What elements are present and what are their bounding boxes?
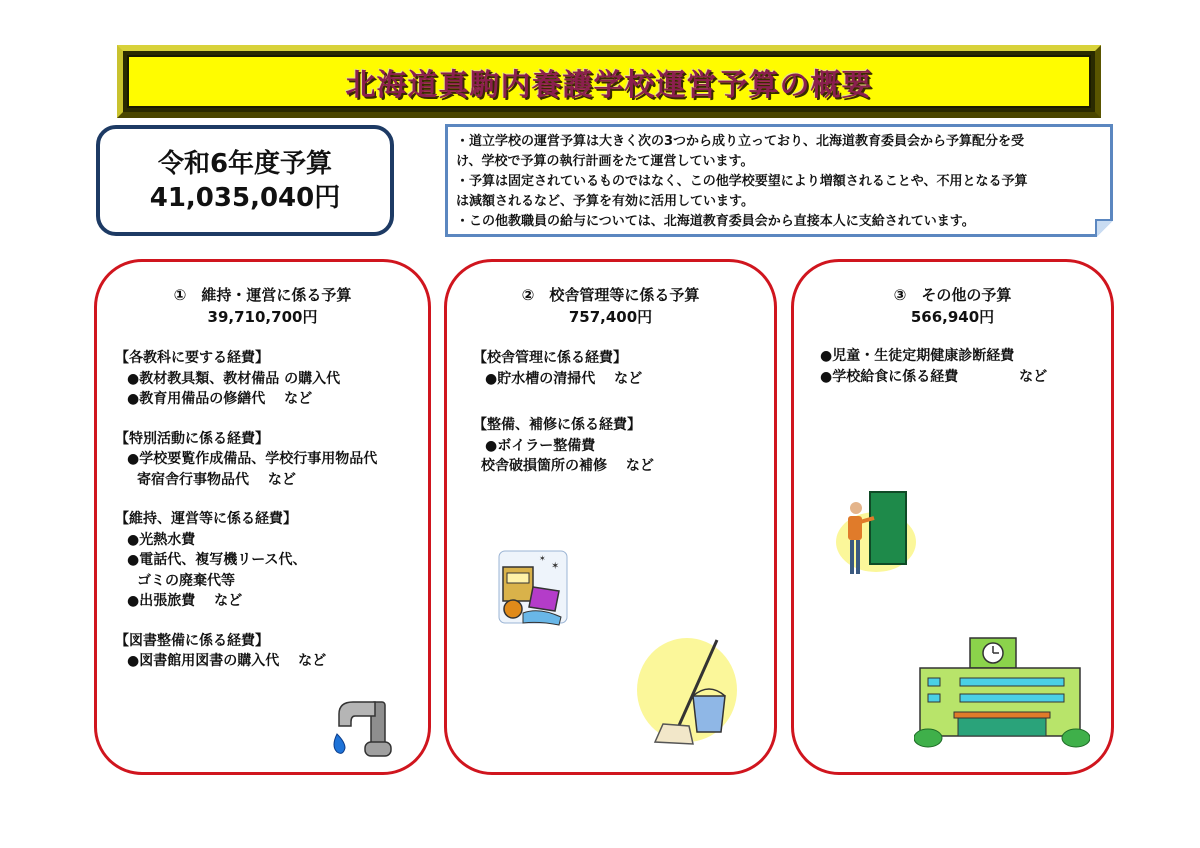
budget-panel-maintenance	[94, 259, 431, 775]
expense-item: ●図書館用図書の購入代 など	[127, 653, 327, 669]
expense-item: ●学校給食に係る経費 など	[820, 368, 1048, 385]
note-line: ・道立学校の運営予算は大きく次の3つから成り立っており、北海道教育委員会から予算配分を受	[456, 134, 1025, 149]
budget-total-box	[96, 125, 394, 236]
expense-item: ●出張旅費 など	[127, 593, 243, 609]
expense-item: ●電話代、複写機リース代、	[127, 552, 307, 568]
cleaning-machine-clipart	[489, 547, 575, 633]
title-banner-inner	[127, 55, 1091, 108]
panel-title: ③ その他の予算	[893, 286, 1012, 304]
expense-item: 校舎破損箇所の補修 など	[481, 458, 654, 474]
panel-title: ② 校舎管理等に係る予算	[521, 286, 700, 304]
panel-title: ① 維持・運営に係る予算	[173, 286, 352, 304]
note-line: ・予算は固定されているものではなく、この他学校要望により増額されることや、不用となる予算	[456, 174, 1028, 189]
expense-item: ●児童・生徒定期健康診断経費	[820, 348, 1015, 364]
expense-item: ●ボイラー整備費	[485, 437, 596, 454]
budget-year-label: 令和6年度予算	[157, 148, 333, 179]
panel-amount: 566,940円	[910, 308, 995, 326]
expense-item: ●貯水槽の清掃代 など	[485, 370, 643, 387]
expense-section	[115, 509, 418, 612]
note-line: ・この他教職員の給与については、北海道教育委員会から直接本人に支給されています。	[456, 214, 975, 229]
panel-amount: 39,710,700円	[207, 308, 318, 326]
expense-section	[115, 348, 418, 410]
expense-item: ●教育用備品の修繕代 など	[127, 391, 313, 407]
svg-text:✶: ✶	[551, 561, 560, 572]
faucet-clipart	[329, 694, 399, 764]
title-banner	[117, 45, 1101, 118]
note-line: は減額されるなど、予算を有効に活用しています。	[456, 194, 754, 209]
expense-item: ●光熱水費	[127, 531, 196, 548]
expense-section	[820, 346, 1101, 387]
expense-section	[473, 415, 764, 477]
budget-panel-other	[791, 259, 1114, 775]
budget-notes	[445, 124, 1113, 237]
budget-total-amount: 41,035,040円	[149, 182, 341, 213]
section-heading: 【維持、運営等に係る経費】	[115, 511, 297, 527]
page-title: 北海道真駒内養護学校運営予算の概要	[345, 67, 873, 103]
section-heading: 【校舎管理に係る経費】	[473, 350, 627, 366]
section-heading: 【図書整備に係る経費】	[115, 632, 269, 649]
folded-corner	[1095, 219, 1113, 237]
section-heading: 【整備、補修に係る経費】	[473, 417, 641, 433]
expense-item: 寄宿舎行事物品代 など	[137, 471, 296, 488]
section-heading: 【特別活動に係る経費】	[115, 430, 269, 447]
expense-section	[115, 631, 418, 672]
mop-bucket-clipart	[633, 634, 737, 750]
school-building-clipart	[914, 634, 1090, 748]
panel-amount: 757,400円	[568, 308, 653, 326]
teacher-blackboard-clipart	[834, 488, 924, 588]
expense-section	[473, 348, 764, 389]
expense-item: ●教材教具類、教材備品 の購入代	[127, 370, 341, 387]
note-line: け、学校で予算の執行計画をたて運営しています。	[456, 154, 754, 169]
expense-section	[115, 429, 418, 491]
budget-panel-building-management	[444, 259, 777, 775]
svg-text:✶: ✶	[539, 554, 546, 563]
expense-item: ゴミの廃棄代等	[137, 572, 235, 589]
expense-item: ●学校要覧作成備品、学校行事用物品代	[127, 451, 378, 467]
section-heading: 【各教科に要する経費】	[115, 350, 269, 366]
